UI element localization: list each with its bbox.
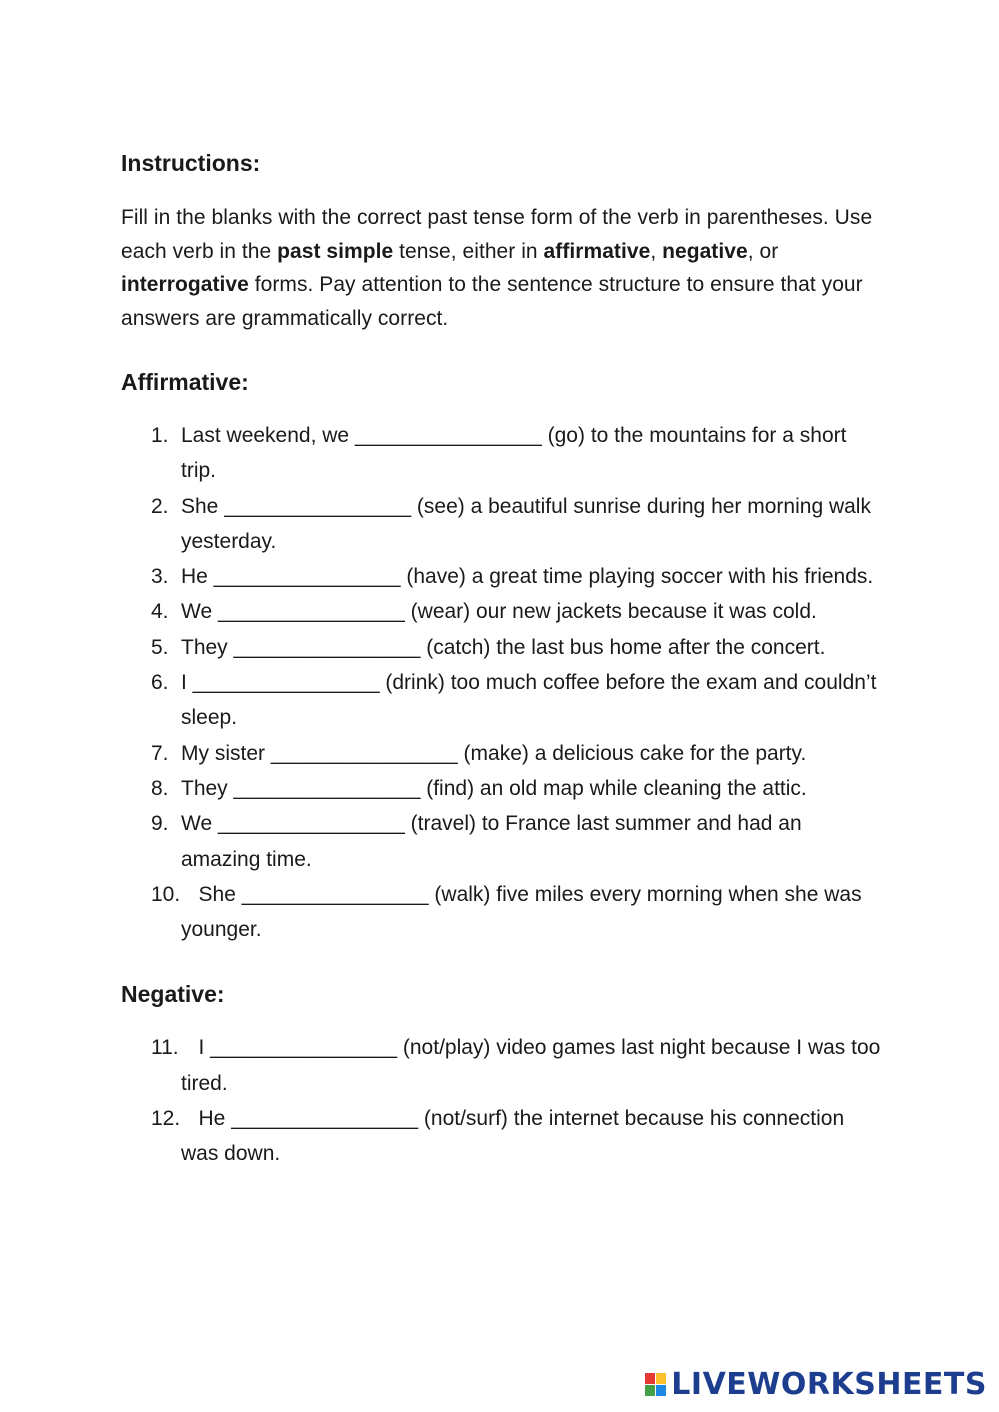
affirmative-list <box>121 418 881 947</box>
instructions-text-part: Fill in the blanks with the correct past tense form of the verb in parentheses. Use each verb in the <box>121 206 873 263</box>
item-text: She ________________ (see) a beautiful sunrise during her morning walk yesterday. <box>181 494 871 553</box>
instructions-heading: Instructions: <box>121 150 261 176</box>
item-number: 8. <box>151 776 169 800</box>
item-number: 9. <box>151 812 169 836</box>
item-number: 2. <box>151 494 169 518</box>
list-item <box>121 665 881 736</box>
negative-heading: Negative: <box>121 981 225 1008</box>
list-item <box>121 771 881 806</box>
item-number: 12. <box>151 1107 181 1131</box>
item-text: He ________________ (not/surf) the internet because his connection was down. <box>181 1107 850 1166</box>
instructions-bold-negative: negative <box>662 239 748 263</box>
list-item <box>121 594 881 629</box>
list-item <box>121 736 881 771</box>
worksheet <box>121 146 887 1172</box>
item-number: 4. <box>151 600 169 624</box>
item-text: I ________________ (not/play) video games last night because I was too tired. <box>181 1036 887 1095</box>
item-text: Last weekend, we ________________ (go) to the mountains for a short trip. <box>181 424 847 483</box>
liveworksheets-logo-text: LIVEWORKSHEETS <box>671 1367 987 1402</box>
item-number: 1. <box>151 424 169 447</box>
instructions-text-part: tense, either in <box>393 239 544 263</box>
instructions-text-part: , or <box>747 239 779 263</box>
liveworksheets-logo <box>645 1367 987 1402</box>
item-number: 7. <box>151 741 169 765</box>
item-text: We ________________ (wear) our new jackets because it was cold. <box>181 600 817 624</box>
liveworksheets-logo-icon <box>645 1373 667 1397</box>
item-text: I ________________ (drink) too much coffee before the exam and couldn’t sleep. <box>181 671 877 730</box>
item-number: 11. <box>151 1036 179 1060</box>
instructions-text <box>121 201 881 335</box>
instructions-bold-past-simple: past simple <box>277 239 394 263</box>
list-item <box>121 806 881 877</box>
list-item <box>121 1030 887 1101</box>
item-text: We ________________ (travel) to France last summer and had an amazing time. <box>181 812 802 871</box>
instructions-text-part: forms. Pay attention to the sentence structure to ensure that your answers are grammatically correct. <box>121 273 863 330</box>
item-text: My sister ________________ (make) a delicious cake for the party. <box>181 741 807 765</box>
item-number: 6. <box>151 671 169 695</box>
item-text: He ________________ (have) a great time playing soccer with his friends. <box>181 565 874 589</box>
negative-list <box>121 1030 887 1171</box>
list-item <box>121 630 881 665</box>
instructions-text-part: , <box>650 239 663 263</box>
item-text: They ________________ (catch) the last bus home after the concert. <box>181 635 826 659</box>
affirmative-heading: Affirmative: <box>121 369 249 395</box>
instructions-bold-interrogative: interrogative <box>121 273 249 296</box>
list-item <box>121 559 881 594</box>
item-text: She ________________ (walk) five miles every morning when she was younger. <box>181 882 868 942</box>
item-number: 10. <box>151 882 181 906</box>
list-item <box>121 877 881 948</box>
list-item <box>121 489 881 560</box>
instructions-bold-affirmative: affirmative <box>543 239 651 263</box>
list-item <box>121 1101 881 1172</box>
list-item <box>121 418 881 489</box>
item-number: 5. <box>151 635 169 659</box>
item-number: 3. <box>151 565 169 589</box>
item-text: They ________________ (find) an old map while cleaning the attic. <box>181 776 807 800</box>
